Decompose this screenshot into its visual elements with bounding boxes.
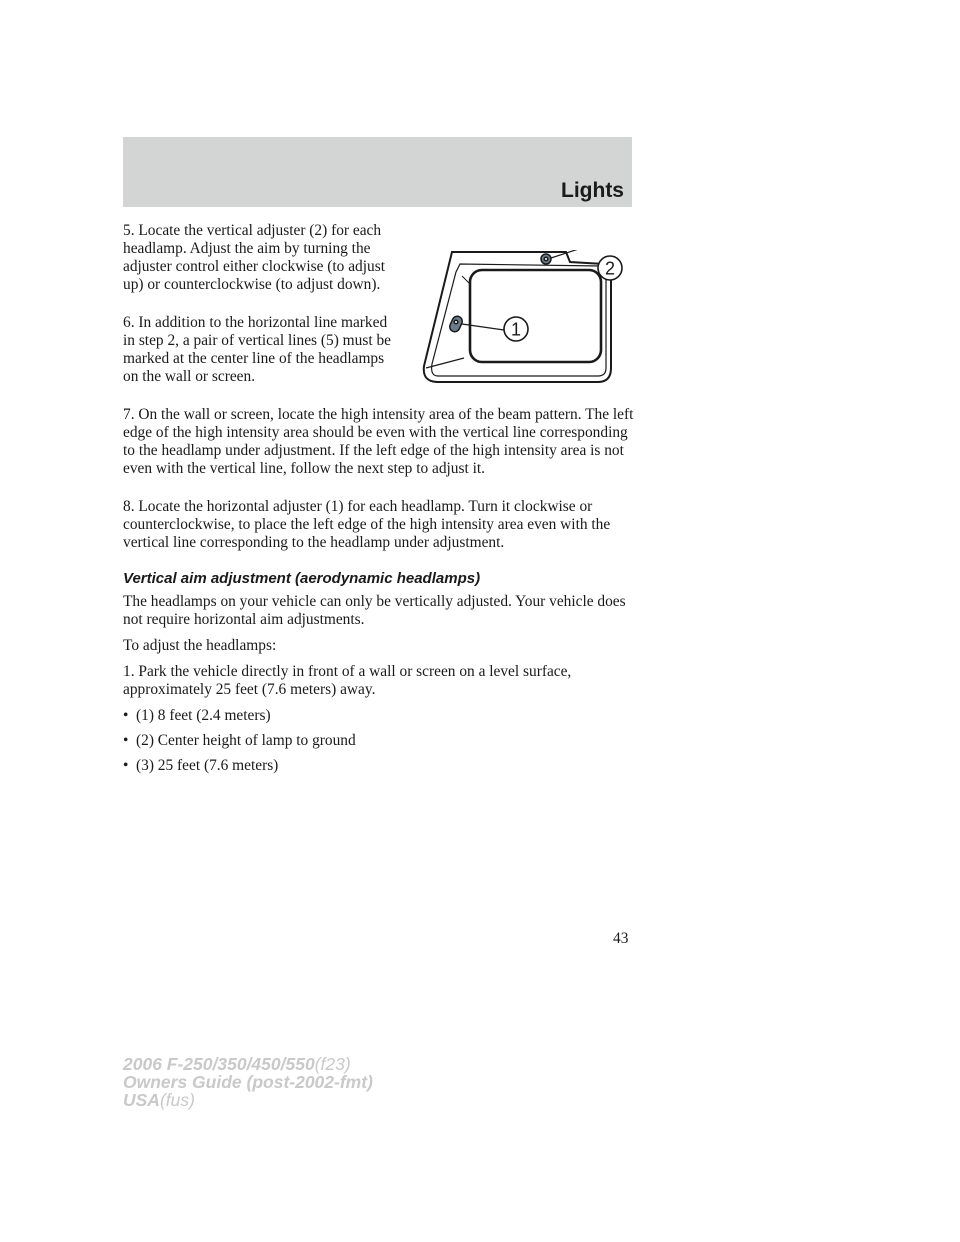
section-title: Lights	[561, 179, 624, 202]
bullet-glyph: •	[123, 732, 129, 749]
bullet-glyph: •	[123, 757, 129, 774]
callout-1	[504, 317, 528, 341]
document-footer: 2006 F-250/350/450/550(f23) Owners Guide (post-2002-fmt) USA(fus)	[123, 1054, 373, 1110]
bullet-item: • (3) 25 feet (7.6 meters)	[123, 757, 279, 774]
bullet-glyph: •	[123, 707, 129, 724]
svg-text:2: 2	[604, 258, 616, 279]
horizontal-adjuster-1	[448, 315, 504, 334]
step-8-text: 8. Locate the horizontal adjuster (1) for each headlamp. Turn it clockwise or counterclockwise, to place the left edge of the high intensity area even with the vertical line corresponding to the headlamp under adjustment.	[123, 498, 611, 551]
step-7-text: 7. On the wall or screen, locate the high intensity area of the beam pattern. The left edge of the high intensity area should be even with the vertical line corresponding to the headlamp under adjustment. If the left edge of the high intensity area is not even with the vertical line, follow the next step to adjust it.	[123, 406, 634, 477]
vertical-only-paragraph: The headlamps on your vehicle can only be vertically adjusted. Your vehicle does not require horizontal aim adjustments.	[123, 593, 626, 628]
svg-text:1: 1	[510, 319, 522, 340]
step-1-text: 1. Park the vehicle directly in front of a wall or screen on a level surface, approximately 25 feet (7.6 meters) away.	[123, 663, 572, 698]
to-adjust-paragraph: To adjust the headlamps:	[123, 637, 277, 654]
section-header-band	[123, 137, 632, 207]
step-6-text: 6. In addition to the horizontal line marked in step 2, a pair of vertical lines (5) must be marked at the center line of the headlamps on the wall or screen.	[123, 314, 391, 385]
callout-2	[598, 256, 622, 280]
bullet-item: • (2) Center height of lamp to ground	[123, 732, 356, 749]
step-5-text: 5. Locate the vertical adjuster (2) for each headlamp. Adjust the aim by turning the adjuster control either clockwise (to adjust up) or counterclockwise (to adjust down).	[123, 222, 385, 293]
bullet-item: • (1) 8 feet (2.4 meters)	[123, 707, 271, 724]
page-number: 43	[613, 930, 629, 947]
subheading-vertical-aim: Vertical aim adjustment (aerodynamic headlamps)	[123, 570, 481, 587]
headlamp-adjuster-diagram	[418, 250, 630, 390]
headlamp-lens	[470, 270, 601, 362]
